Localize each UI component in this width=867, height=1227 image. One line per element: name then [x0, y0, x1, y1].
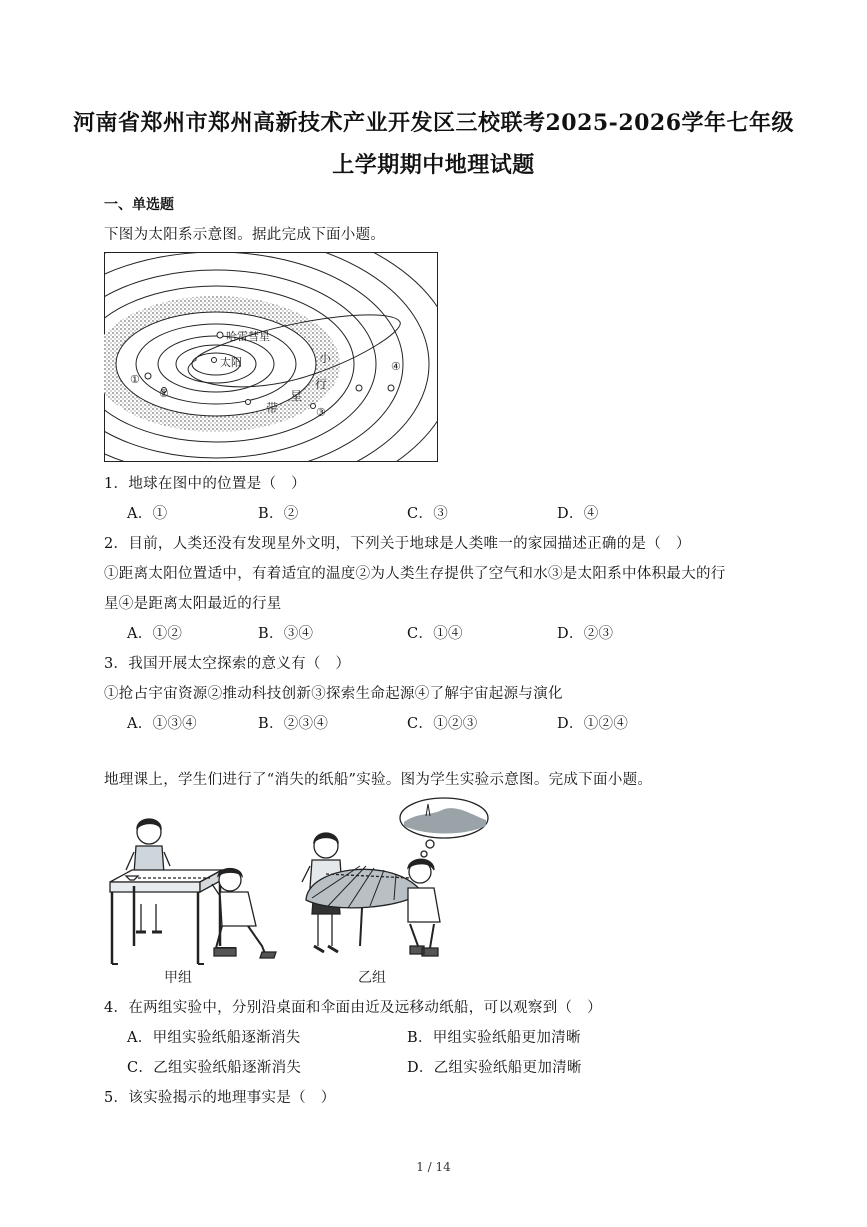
q1-option-b[interactable]: B．② [258, 506, 299, 522]
question-3-statements: ①抢占宇宙资源②推动科技创新③探索生命起源④了解宇宙起源与演化 [104, 686, 563, 702]
page-title-line2: 上学期期中地理试题 [332, 152, 535, 178]
q2-option-b[interactable]: B．③④ [258, 626, 314, 642]
q2-option-c[interactable]: C．①④ [407, 626, 463, 642]
q3-option-a[interactable]: A．①③④ [127, 716, 197, 732]
group-a-scene [110, 819, 276, 964]
asteroid-belt-char3: 星 [290, 389, 303, 403]
marker-1: ① [130, 373, 140, 386]
asteroid-belt-char4: 带 [266, 401, 279, 415]
group-b-scene [302, 798, 488, 956]
asteroid-belt-char1: 小 [319, 351, 332, 365]
q3-option-d[interactable]: D．①②④ [557, 716, 629, 732]
q1-option-d[interactable]: D．④ [557, 506, 599, 522]
q4-option-d[interactable]: D．乙组实验纸船更加清晰 [407, 1060, 582, 1076]
group-a-label: 甲组 [164, 970, 192, 986]
q1-option-a[interactable]: A．① [127, 506, 168, 522]
marker-4: ④ [391, 360, 401, 373]
solar-system-figure [104, 252, 438, 462]
comet-label: 哈雷彗星 [226, 330, 270, 343]
page-title-line1: 河南省郑州市郑州高新技术产业开发区三校联考2025-2026学年七年级 [72, 110, 795, 136]
q3-option-c[interactable]: C．①②③ [407, 716, 478, 732]
group-b-label: 乙组 [358, 970, 386, 986]
question-2-statements-line1: ①距离太阳位置适中，有着适宜的温度②为人类生存提供了空气和水③是太阳系中体积最大的行 [104, 566, 726, 582]
question-5-stem: 5．该实验揭示的地理事实是（ ） [104, 1090, 336, 1106]
intro-solar-system: 下图为太阳系示意图。据此完成下面小题。 [104, 227, 386, 243]
question-2-stem: 2．目前，人类还没有发现星外文明，下列关于地球是人类唯一的家园描述正确的是（ ） [104, 536, 691, 552]
question-3-stem: 3．我国开展太空探索的意义有（ ） [104, 656, 351, 672]
sun-label: 太阳 [220, 356, 242, 369]
paper-boat-experiment-figure [104, 796, 494, 990]
question-4-stem: 4．在两组实验中，分别沿桌面和伞面由近及远移动纸船，可以观察到（ ） [104, 1000, 602, 1016]
q4-option-a[interactable]: A．甲组实验纸船逐渐消失 [127, 1030, 301, 1046]
question-2-statements-line2: 星④是距离太阳最近的行星 [104, 596, 282, 612]
question-1-stem: 1．地球在图中的位置是（ ） [104, 476, 306, 492]
intro-paper-boat-experiment: 地理课上，学生们进行了“消失的纸船”实验。图为学生实验示意图。完成下面小题。 [104, 772, 653, 788]
marker-2: ② [159, 387, 169, 400]
q4-option-b[interactable]: B．甲组实验纸船更加清晰 [407, 1030, 581, 1046]
asteroid-belt-char2: 行 [315, 377, 328, 391]
page-number: 1 / 14 [416, 1160, 451, 1174]
section-heading: 一、单选题 [104, 197, 174, 213]
q4-option-c[interactable]: C．乙组实验纸船逐渐消失 [127, 1060, 302, 1076]
q2-option-d[interactable]: D．②③ [557, 626, 614, 642]
q1-option-c[interactable]: C．③ [407, 506, 448, 522]
q2-option-a[interactable]: A．①② [127, 626, 183, 642]
marker-3: ③ [316, 406, 326, 419]
q3-option-b[interactable]: B．②③④ [258, 716, 329, 732]
